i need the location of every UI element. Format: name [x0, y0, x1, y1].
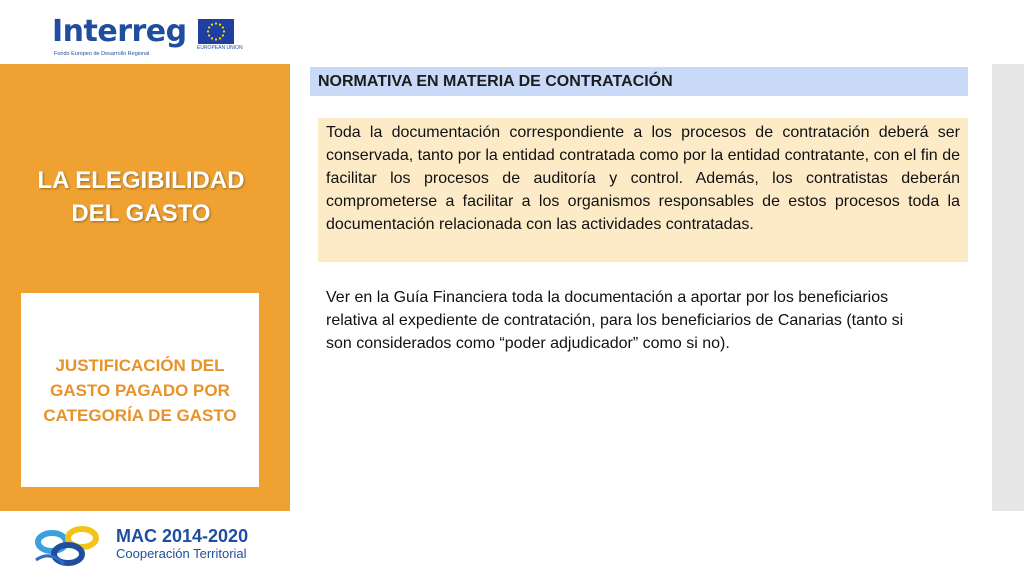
body-line: relativa al expediente de contratación, para los beneficiarios de Canarias (tanto si [326, 312, 904, 329]
sidebar-card-line: CATEGORÍA DE GASTO [43, 406, 237, 425]
sidebar-card-text [21, 353, 259, 428]
body-line: Ver en la Guía Financiera toda la documentación a aportar por los beneficiarios [326, 289, 889, 306]
sidebar-card-line: GASTO PAGADO POR [50, 381, 230, 400]
eu-label: EUROPEAN UNION [197, 45, 243, 51]
eu-flag-icon [198, 19, 234, 44]
mac-logo [30, 520, 290, 570]
note-text: Toda la documentación correspondiente a los procesos de contratación deberá ser conservada, tanto por la entidad contratada como por la entidad contratante, con el fin de facilitar los procesos de auditoría y control. Además, los contratistas deberán comprometerse a facilitar a los organismos responsables de estos procesos toda la documentación relacionada con las actividades contratadas. [326, 124, 960, 233]
interreg-wordmark: Interreg [52, 14, 187, 49]
body-line: son considerados como “poder adjudicador” como si no). [326, 335, 730, 352]
mac-subtitle: Cooperación Territorial [116, 546, 247, 561]
interreg-logo [52, 14, 252, 60]
highlight-note-box [318, 118, 968, 262]
interreg-subtext: Fondo Europeo de Desarrollo Regional [54, 51, 150, 57]
sidebar-title-line: DEL GASTO [71, 200, 211, 227]
mac-title: MAC 2014-2020 [116, 526, 249, 546]
right-decorative-strip [992, 64, 1024, 511]
mac-rings-icon [30, 520, 112, 570]
sidebar [0, 64, 290, 511]
section-header [310, 67, 968, 96]
section-title: NORMATIVA EN MATERIA DE CONTRATACIÓN [318, 72, 673, 90]
sidebar-title [0, 164, 282, 230]
sidebar-card-line: JUSTIFICACIÓN DEL [55, 356, 225, 375]
sidebar-card [21, 293, 259, 487]
sidebar-title-line: LA ELEGIBILIDAD [37, 167, 245, 194]
body-paragraph [326, 286, 971, 355]
